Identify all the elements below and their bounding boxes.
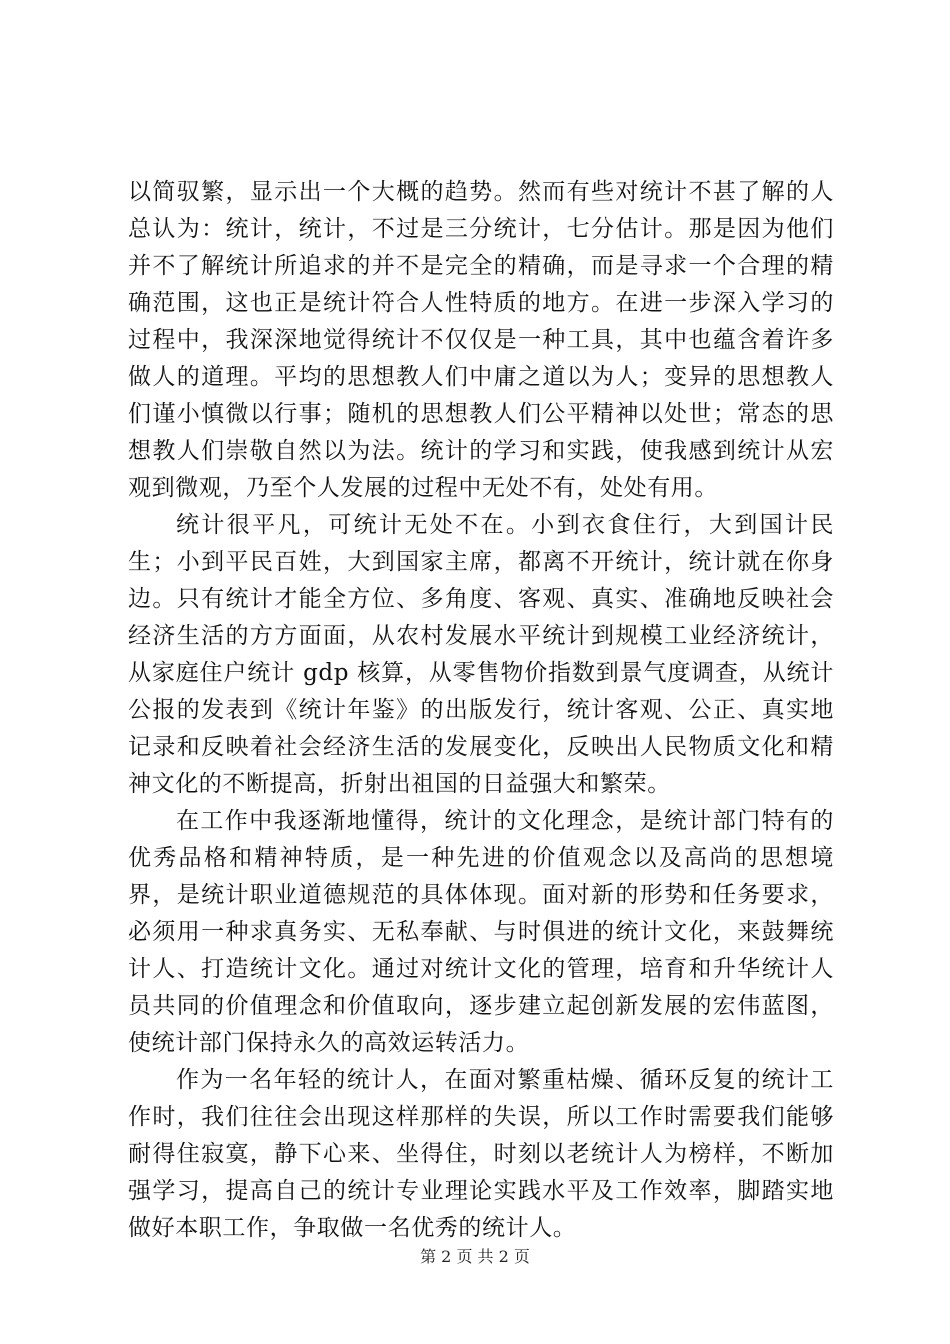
document-body [128,174,834,1247]
paragraph-continuation: 以简驭繁，显示出一个大概的趋势。然而有些对统计不甚了解的人总认为：统计，统计，不过是三分统计，七分估计。那是因为他们并不了解统计所追求的并不是完全的精确，而是寻求一个合理的精确范围，这也正是统计符合人性特质的地方。在进一步深入学习的过程中，我深深地觉得统计不仅仅是一种工具，其中也蕴含着许多做人的道理。平均的思想教人们中庸之道以为人；变异的思想教人们谨小慎微以行事；随机的思想教人们公平精神以处世；常态的思想教人们崇敬自然以为法。统计的学习和实践，使我感到统计从宏观到微观，乃至个人发展的过程中无处不有，处处有用。 [128,179,834,501]
page-number-footer: 第 2 页 共 2 页 [420,1247,530,1266]
paragraph: 作为一名年轻的统计人，在面对繁重枯燥、循环反复的统计工作时，我们往往会出现这样那样的失误，所以工作时需要我们能够耐得住寂寞，静下心来、坐得住，时刻以老统计人为榜样，不断加强学习，提高自己的统计专业理论实践水平及工作效率，脚踏实地做好本职工作，争取做一名优秀的统计人。 [128,1067,834,1241]
paragraph: 统计很平凡，可统计无处不在。小到衣食住行，大到国计民生；小到平民百姓，大到国家主席，都离不开统计，统计就在你身边。只有统计才能全方位、多角度、客观、真实、准确地反映社会经济生活的方方面面，从农村发展水平统计到规模工业经济统计，从家庭住户统计 gdp 核算，从零售物价指数到景气度调查，从统计公报的发表到《统计年鉴》的出版发行，统计客观、公正、真实地记录和反映着社会经济生活的发展变化，反映出人民物质文化和精神文化的不断提高，折射出祖国的日益强大和繁荣。 [128,512,834,797]
paragraph: 在工作中我逐渐地懂得，统计的文化理念，是统计部门特有的优秀品格和精神特质，是一种先进的价值观念以及高尚的思想境界，是统计职业道德规范的具体体现。面对新的形势和任务要求，必须用一种求真务实、无私奉献、与时俱进的统计文化，来鼓舞统计人、打造统计文化。通过对统计文化的管理，培育和升华统计人员共同的价值理念和价值取向，逐步建立起创新发展的宏伟蓝图，使统计部门保持永久的高效运转活力。 [128,808,834,1056]
